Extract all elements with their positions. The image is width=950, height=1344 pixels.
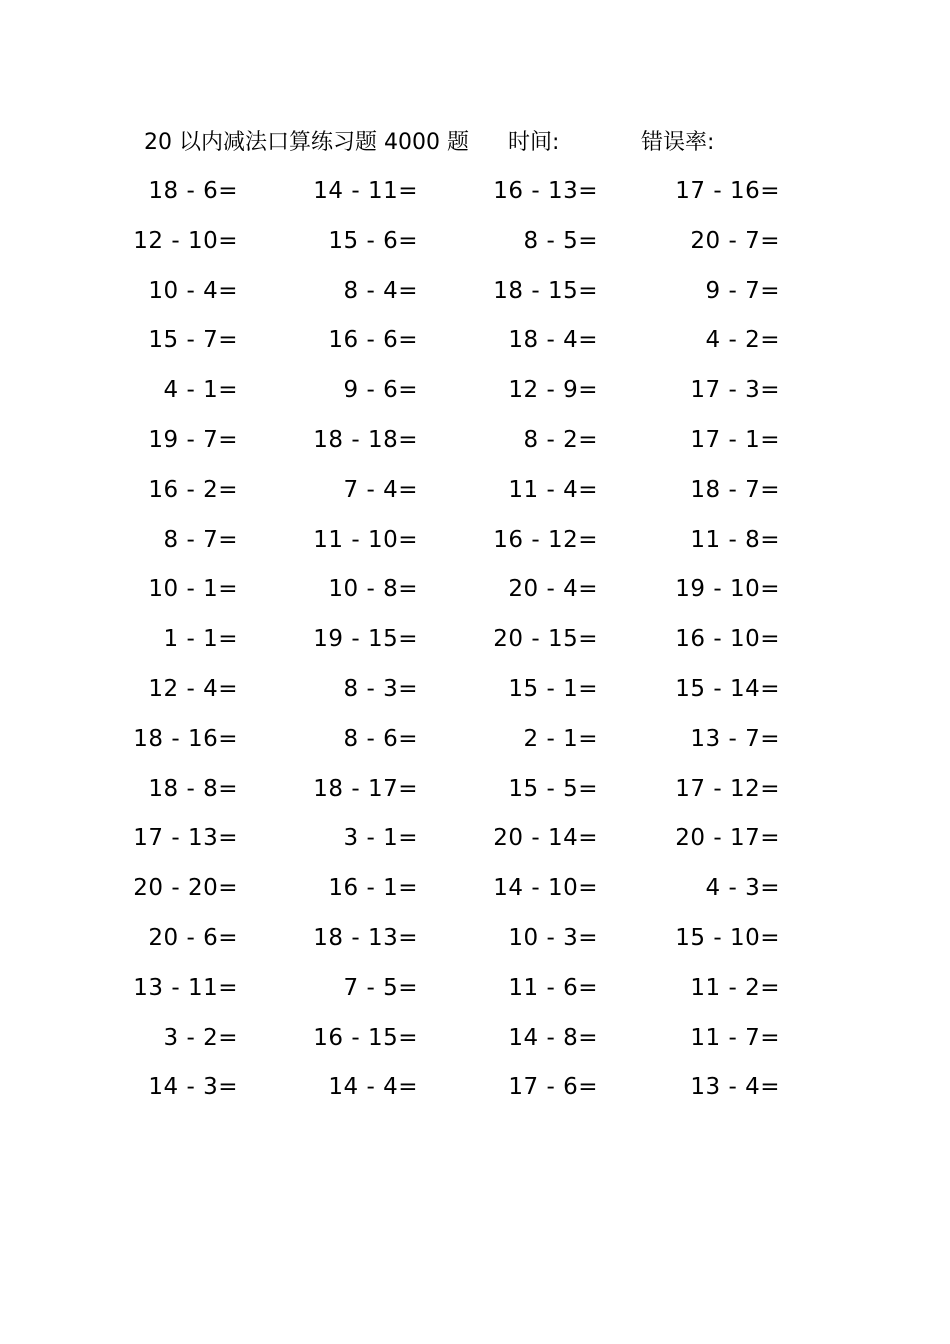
problem-row xyxy=(0,372,950,422)
subtraction-problem: 17 - 1= xyxy=(690,426,780,453)
subtraction-problem: 14 - 3= xyxy=(148,1074,238,1101)
subtraction-problem: 20 - 20= xyxy=(133,875,238,902)
problem-row xyxy=(0,273,950,323)
subtraction-problem: 16 - 12= xyxy=(493,526,598,553)
subtraction-problem: 20 - 14= xyxy=(493,825,598,852)
subtraction-problem: 20 - 6= xyxy=(148,924,238,951)
subtraction-problem: 20 - 4= xyxy=(508,576,598,603)
problem-row xyxy=(0,820,950,870)
subtraction-problem: 2 - 1= xyxy=(523,725,598,752)
subtraction-problem: 11 - 10= xyxy=(313,526,418,553)
worksheet-title: 20 以内减法口算练习题 4000 题 xyxy=(144,130,469,155)
subtraction-problem: 17 - 16= xyxy=(675,178,780,204)
subtraction-problem: 9 - 7= xyxy=(705,277,780,304)
subtraction-problem: 10 - 1= xyxy=(148,576,238,603)
subtraction-problem: 4 - 1= xyxy=(163,377,238,404)
subtraction-problem: 18 - 18= xyxy=(313,426,418,453)
problem-row xyxy=(0,1069,950,1119)
subtraction-problem: 18 - 15= xyxy=(493,277,598,304)
subtraction-problem: 7 - 5= xyxy=(343,974,418,1001)
subtraction-problem: 4 - 3= xyxy=(705,875,780,902)
subtraction-problem: 20 - 17= xyxy=(675,825,780,852)
subtraction-problem: 3 - 1= xyxy=(343,825,418,852)
subtraction-problem: 18 - 7= xyxy=(690,476,780,503)
worksheet-header xyxy=(0,126,950,160)
subtraction-problem: 11 - 2= xyxy=(690,974,780,1001)
subtraction-problem: 13 - 7= xyxy=(690,725,780,752)
problem-row xyxy=(0,571,950,621)
subtraction-problem: 18 - 8= xyxy=(148,775,238,802)
problem-row xyxy=(0,1020,950,1070)
subtraction-problem: 7 - 4= xyxy=(343,476,418,503)
problem-row xyxy=(0,920,950,970)
subtraction-problem: 11 - 8= xyxy=(690,526,780,553)
subtraction-problem: 16 - 2= xyxy=(148,476,238,503)
subtraction-problem: 16 - 10= xyxy=(675,626,780,653)
subtraction-problem: 17 - 13= xyxy=(133,825,238,852)
subtraction-problem: 11 - 4= xyxy=(508,476,598,503)
error-rate-label: 错误率: xyxy=(641,130,715,155)
subtraction-problem: 13 - 11= xyxy=(133,974,238,1001)
subtraction-problem: 8 - 5= xyxy=(523,227,598,254)
subtraction-problem: 12 - 4= xyxy=(148,675,238,702)
time-label: 时间: xyxy=(508,130,560,155)
subtraction-problem: 15 - 5= xyxy=(508,775,598,802)
subtraction-problem: 8 - 4= xyxy=(343,277,418,304)
problem-row xyxy=(0,970,950,1020)
problem-row xyxy=(0,422,950,472)
subtraction-problem: 16 - 6= xyxy=(328,327,418,354)
subtraction-problem: 15 - 14= xyxy=(675,675,780,702)
subtraction-problem: 10 - 8= xyxy=(328,576,418,603)
problem-row xyxy=(0,621,950,671)
subtraction-problem: 19 - 7= xyxy=(148,426,238,453)
subtraction-problem: 18 - 6= xyxy=(148,178,238,204)
problem-row xyxy=(0,223,950,273)
problem-grid xyxy=(0,173,950,1119)
subtraction-problem: 11 - 6= xyxy=(508,974,598,1001)
subtraction-problem: 18 - 17= xyxy=(313,775,418,802)
subtraction-problem: 8 - 6= xyxy=(343,725,418,752)
problem-row xyxy=(0,721,950,771)
subtraction-problem: 4 - 2= xyxy=(705,327,780,354)
subtraction-problem: 18 - 13= xyxy=(313,924,418,951)
problem-row xyxy=(0,472,950,522)
subtraction-problem: 3 - 2= xyxy=(163,1024,238,1051)
subtraction-problem: 14 - 4= xyxy=(328,1074,418,1101)
subtraction-problem: 19 - 15= xyxy=(313,626,418,653)
subtraction-problem: 12 - 9= xyxy=(508,377,598,404)
subtraction-problem: 14 - 8= xyxy=(508,1024,598,1051)
problem-row xyxy=(0,671,950,721)
subtraction-problem: 10 - 3= xyxy=(508,924,598,951)
subtraction-problem: 14 - 11= xyxy=(313,178,418,204)
subtraction-problem: 16 - 15= xyxy=(313,1024,418,1051)
subtraction-problem: 12 - 10= xyxy=(133,227,238,254)
subtraction-problem: 8 - 2= xyxy=(523,426,598,453)
subtraction-problem: 20 - 7= xyxy=(690,227,780,254)
subtraction-problem: 18 - 16= xyxy=(133,725,238,752)
subtraction-problem: 11 - 7= xyxy=(690,1024,780,1051)
problem-row xyxy=(0,522,950,572)
subtraction-problem: 15 - 6= xyxy=(328,227,418,254)
subtraction-problem: 20 - 15= xyxy=(493,626,598,653)
subtraction-problem: 15 - 1= xyxy=(508,675,598,702)
subtraction-problem: 8 - 3= xyxy=(343,675,418,702)
subtraction-problem: 9 - 6= xyxy=(343,377,418,404)
problem-row xyxy=(0,870,950,920)
problem-row xyxy=(0,322,950,372)
subtraction-problem: 19 - 10= xyxy=(675,576,780,603)
subtraction-problem: 16 - 13= xyxy=(493,178,598,204)
subtraction-problem: 17 - 12= xyxy=(675,775,780,802)
problem-row xyxy=(0,173,950,223)
subtraction-problem: 1 - 1= xyxy=(163,626,238,653)
subtraction-problem: 13 - 4= xyxy=(690,1074,780,1101)
subtraction-problem: 17 - 6= xyxy=(508,1074,598,1101)
subtraction-problem: 15 - 10= xyxy=(675,924,780,951)
subtraction-problem: 16 - 1= xyxy=(328,875,418,902)
problem-row xyxy=(0,771,950,821)
subtraction-problem: 10 - 4= xyxy=(148,277,238,304)
subtraction-problem: 8 - 7= xyxy=(163,526,238,553)
subtraction-problem: 14 - 10= xyxy=(493,875,598,902)
subtraction-problem: 18 - 4= xyxy=(508,327,598,354)
subtraction-problem: 15 - 7= xyxy=(148,327,238,354)
subtraction-problem: 17 - 3= xyxy=(690,377,780,404)
